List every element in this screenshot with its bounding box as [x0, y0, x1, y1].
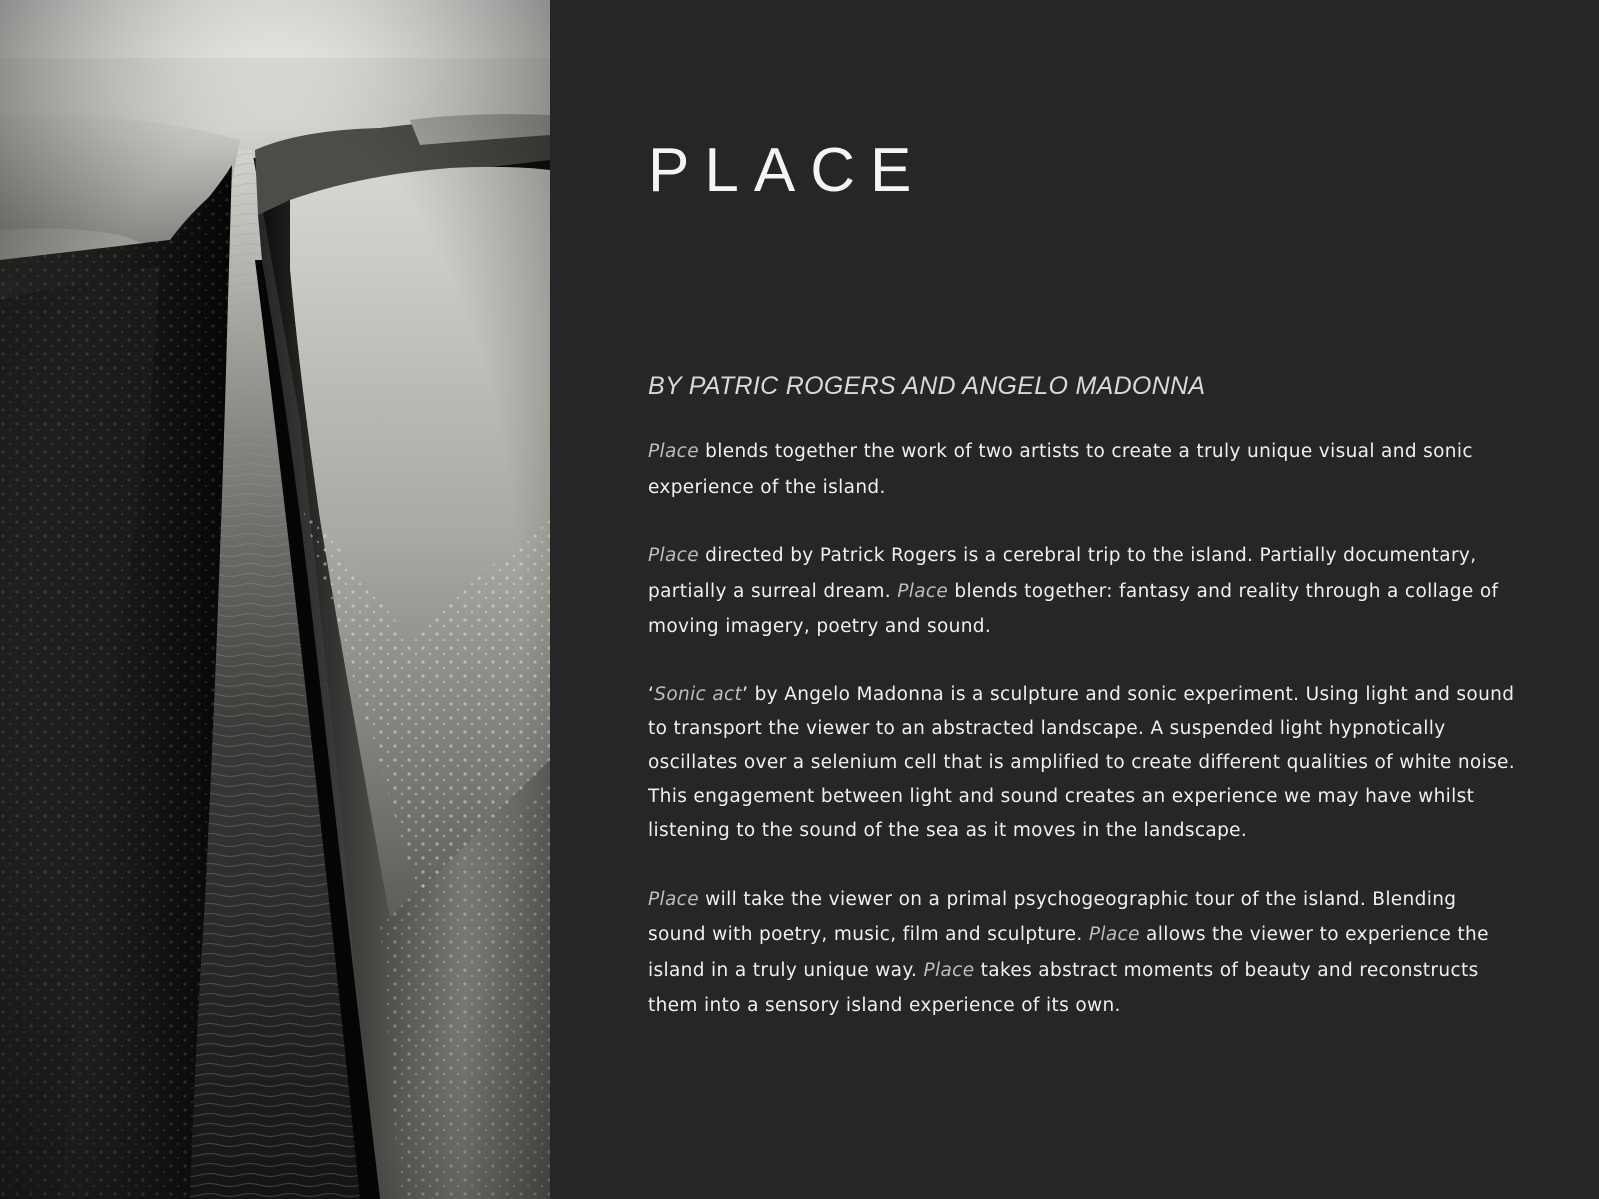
- paragraph-sonic-act: [648, 678, 1518, 849]
- work-title: Sonic act: [654, 683, 743, 705]
- body-copy: [648, 434, 1518, 1057]
- work-title: Place: [648, 545, 699, 566]
- paragraph-text: will take the viewer on a primal psychogeographic tour of the island. Blending sound with poetry, music, film and sculpture.: [648, 888, 1457, 946]
- cover-photo: [0, 0, 550, 1199]
- quote-mark: ‘: [648, 683, 655, 705]
- work-title: Place: [897, 580, 949, 602]
- paragraph-film: [648, 538, 1518, 645]
- page-title: PLACE: [648, 136, 927, 205]
- paragraph-intro: [648, 434, 1518, 505]
- byline: BY PATRIC ROGERS AND ANGELO MADONNA: [648, 372, 1206, 400]
- paragraph-summary: [648, 882, 1518, 1024]
- work-title: Place: [648, 888, 699, 910]
- paragraph-text: allows the viewer to experience the island in a truly unique way.: [648, 924, 1489, 981]
- paragraph-text: blends together: fantasy and reality through a collage of moving imagery, poetry and sound.: [648, 580, 1499, 637]
- content-panel: [550, 0, 1599, 1199]
- work-title: Place: [648, 441, 699, 462]
- paragraph-text: blends together the work of two artists to create a truly unique visual and sonic experience of the island.: [648, 441, 1473, 498]
- paragraph-text: ’ by Angelo Madonna is a sculpture and sonic experiment. Using light and sound to transport the viewer to an abstracted landscape. A suspended light hypnotically oscillates over a selenium cell that is amplified to create different qualities of white noise. This engagement between light and sound creates an experience we may have whilst listening to the sound of the sea as it moves in the landscape.: [648, 683, 1516, 842]
- rock-channel-photo: [0, 0, 550, 1199]
- paragraph-text: takes abstract moments of beauty and reconstructs them into a sensory island experience of its own.: [648, 959, 1479, 1017]
- paragraph-text: directed by Patrick Rogers is a cerebral trip to the island. Partially documentary, partially a surreal dream.: [648, 545, 1477, 602]
- work-title: Place: [923, 959, 975, 981]
- work-title: Place: [1088, 924, 1140, 946]
